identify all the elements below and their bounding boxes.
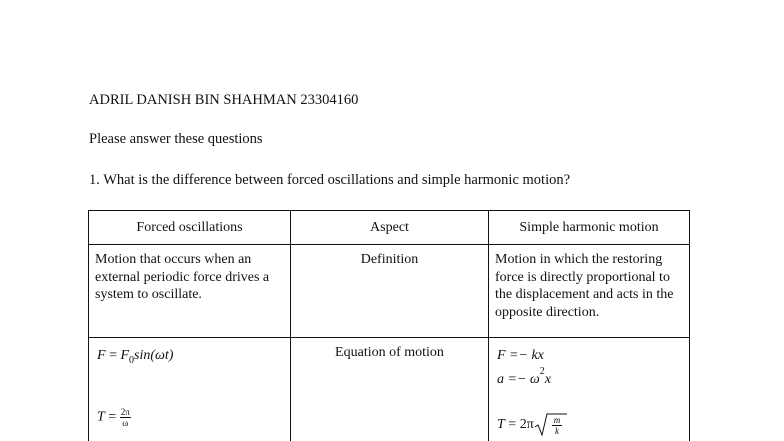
fraction-denominator: k [554, 426, 559, 436]
shm-equation-cell [489, 338, 690, 441]
eq-var: x [544, 372, 551, 387]
forced-equation-cell [89, 338, 291, 441]
table-row-definition [89, 245, 690, 338]
forced-force-equation: $F = F_0\sin(\omega t)$ [97, 348, 174, 366]
header-label: Forced oscillations [136, 220, 243, 236]
author-line: ADRIL DANISH BIN SHAHMAN 23304160 [89, 92, 359, 108]
question-line: 1. What is the difference between forced oscillations and simple harmonic motion? [89, 172, 571, 188]
eq-lhs: a =− ω [497, 372, 540, 387]
square-root [534, 413, 568, 437]
eq-function: sin(ωt) [134, 348, 174, 363]
shm-acceleration-equation [497, 366, 551, 390]
header-label: Aspect [370, 220, 409, 236]
aspect-definition-cell: Definition [291, 245, 489, 338]
header-simple-harmonic-motion [489, 211, 690, 245]
aspect-equation-cell: Equation of motion [291, 338, 489, 441]
fraction-numerator: m [553, 415, 561, 425]
eq-coefficient: 2π [519, 417, 534, 433]
forced-period-equation: T = $\frac{2\pi}{\omega}$ [97, 407, 130, 428]
eq-subscript: 0 [129, 355, 135, 366]
header-label: Simple harmonic motion [519, 220, 659, 236]
comparison-table [88, 210, 690, 441]
fraction-numerator: 2π [120, 407, 130, 417]
eq-lhs: T [497, 417, 505, 433]
eq-lhs: F [97, 348, 106, 363]
shm-definition-cell: Motion in which the restoring force is directly proportional to the displacement and acts in the opposite direction. [489, 245, 690, 338]
eq-lhs: T [97, 409, 105, 425]
shm-force-equation: F =− kx [497, 348, 544, 363]
table-row-equation [89, 338, 690, 441]
header-aspect [291, 211, 489, 245]
instruction-line: Please answer these questions [89, 131, 263, 147]
header-forced-oscillations [89, 211, 291, 245]
eq-exponent: 2 [539, 366, 545, 377]
radical-sign-icon [534, 413, 568, 437]
table-header-row [89, 211, 690, 245]
eq-var: F [120, 348, 130, 363]
forced-definition-cell: Motion that occurs when an external periodic force drives a system to oscillate. [89, 245, 291, 338]
period-fraction [120, 407, 131, 428]
fraction-denominator: ω [122, 418, 129, 428]
shm-period-equation: T = 2π m k [497, 413, 568, 437]
